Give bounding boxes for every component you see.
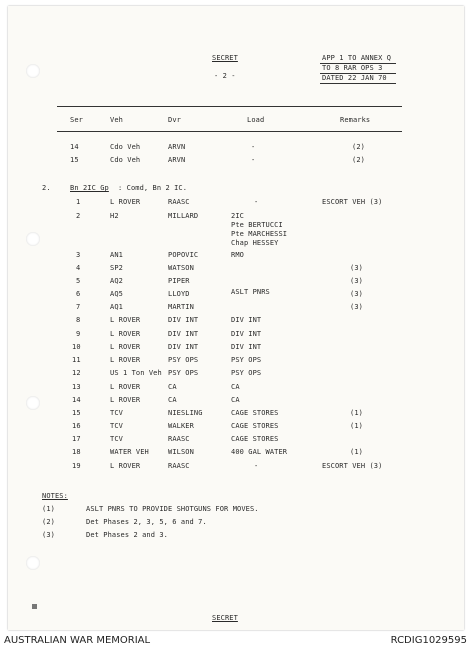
column-header-load: Load (247, 116, 265, 124)
note-number: (2) (42, 518, 55, 526)
footer-reference: RCDIG1029595 (390, 635, 467, 646)
ser-cell: 14 (72, 396, 81, 404)
load-cell: - (254, 462, 259, 470)
remarks-cell: (2) (352, 143, 365, 151)
load-cell: Chap HESSEY (231, 239, 279, 247)
veh-cell: AQ1 (110, 303, 123, 311)
section-subtitle: : Comd, Bn 2 IC. (118, 184, 188, 192)
remarks-cell: ESCORT VEH (3) (322, 462, 383, 470)
ser-cell: 13 (72, 383, 81, 391)
punch-hole (26, 396, 40, 410)
load-cell: DIV INT (231, 343, 262, 351)
load-cell: DIV INT (231, 316, 262, 324)
load-cell: PSY OPS (231, 369, 262, 377)
footer-source: AUSTRALIAN WAR MEMORIAL (4, 635, 151, 646)
dvr-cell: CA (168, 396, 177, 404)
ser-cell: 3 (76, 251, 81, 259)
veh-cell: L ROVER (110, 343, 141, 351)
ser-cell: 2 (76, 212, 81, 220)
veh-cell: US 1 Ton Veh (110, 369, 162, 377)
remarks-cell: (3) (350, 303, 363, 311)
veh-cell: Cdo Veh (110, 156, 141, 164)
dvr-cell: PIPER (168, 277, 190, 285)
veh-cell: Cdo Veh (110, 143, 141, 151)
reference-line-2: TO 8 RAR OPS 3 (322, 64, 383, 72)
ser-cell: 4 (76, 264, 81, 272)
load-cell: 400 GAL WATER (231, 448, 288, 456)
load-cell: CA (231, 383, 240, 391)
dvr-cell: LLOYD (168, 290, 190, 298)
column-header-dvr: Dvr (168, 116, 181, 124)
dvr-cell: WATSON (168, 264, 194, 272)
veh-cell: AN1 (110, 251, 123, 259)
punch-hole (26, 64, 40, 78)
dvr-cell: DIV INT (168, 316, 199, 324)
reference-line-1: APP 1 TO ANNEX Q (322, 54, 392, 62)
veh-cell: L ROVER (110, 330, 141, 338)
ser-cell: 10 (72, 343, 81, 351)
load-cell: CA (231, 396, 240, 404)
column-header-remarks: Remarks (340, 116, 371, 124)
veh-cell: SP2 (110, 264, 123, 272)
load-cell: CAGE STORES (231, 422, 279, 430)
veh-cell: H2 (110, 212, 119, 220)
load-cell: DIV INT (231, 330, 262, 338)
ser-cell: 17 (72, 435, 81, 443)
reference-line-3: DATED 22 JAN 70 (322, 74, 387, 82)
veh-cell: L ROVER (110, 462, 141, 470)
veh-cell: L ROVER (110, 396, 141, 404)
ser-cell: 1 (76, 198, 81, 206)
veh-cell: TCV (110, 409, 123, 417)
ser-cell: 8 (76, 316, 81, 324)
load-cell: CAGE STORES (231, 435, 279, 443)
ser-cell: 12 (72, 369, 81, 377)
column-header-ser: Ser (70, 116, 83, 124)
note-number: (3) (42, 531, 55, 539)
dvr-cell: PSY OPS (168, 369, 199, 377)
remarks-cell: (3) (350, 277, 363, 285)
dvr-cell: ARVN (168, 156, 186, 164)
punch-hole (26, 232, 40, 246)
load-cell: - (251, 143, 256, 151)
ser-cell: 19 (72, 462, 81, 470)
veh-cell: L ROVER (110, 383, 141, 391)
section-title: Bn 2IC Gp (70, 184, 109, 192)
remarks-cell: (1) (350, 448, 363, 456)
dvr-cell: RAASC (168, 435, 190, 443)
load-cell: PSY OPS (231, 356, 262, 364)
veh-cell: WATER VEH (110, 448, 149, 456)
load-cell: CAGE STORES (231, 409, 279, 417)
ser-cell: 16 (72, 422, 81, 430)
dvr-cell: POPOVIC (168, 251, 199, 259)
table-top-rule (57, 106, 402, 107)
notes-heading: NOTES: (42, 492, 68, 500)
dvr-cell: WILSON (168, 448, 194, 456)
ser-cell: 15 (72, 409, 81, 417)
load-cell: Pte BERTUCCI (231, 221, 283, 229)
load-cell: Pte MARCHESSI (231, 230, 288, 238)
scan-marker (32, 604, 37, 609)
ser-cell: 9 (76, 330, 81, 338)
ser-cell: 5 (76, 277, 81, 285)
reference-underline (320, 83, 396, 84)
load-cell: RMO (231, 251, 244, 259)
remarks-cell: (1) (350, 409, 363, 417)
dvr-cell: CA (168, 383, 177, 391)
dvr-cell: DIV INT (168, 343, 199, 351)
classification-top: SECRET (212, 54, 238, 62)
dvr-cell: RAASC (168, 198, 190, 206)
remarks-cell: (3) (350, 264, 363, 272)
column-header-veh: Veh (110, 116, 123, 124)
dvr-cell: WALKER (168, 422, 194, 430)
table-header-rule (57, 131, 402, 132)
page-marker: - 2 - (214, 72, 236, 80)
dvr-cell: DIV INT (168, 330, 199, 338)
veh-cell: L ROVER (110, 198, 141, 206)
dvr-cell: PSY OPS (168, 356, 199, 364)
ser-cell: 14 (70, 143, 79, 151)
veh-cell: L ROVER (110, 356, 141, 364)
dvr-cell: NIESLING (168, 409, 203, 417)
note-text: Det Phases 2, 3, 5, 6 and 7. (86, 518, 207, 526)
dvr-cell: ARVN (168, 143, 186, 151)
dvr-cell: MARTIN (168, 303, 194, 311)
ser-cell: 6 (76, 290, 81, 298)
remarks-cell: (1) (350, 422, 363, 430)
remarks-cell: (2) (352, 156, 365, 164)
ser-cell: 15 (70, 156, 79, 164)
note-number: (1) (42, 505, 55, 513)
ser-cell: 7 (76, 303, 81, 311)
ser-cell: 11 (72, 356, 81, 364)
note-text: Det Phases 2 and 3. (86, 531, 168, 539)
veh-cell: L ROVER (110, 316, 141, 324)
remarks-cell: (3) (350, 290, 363, 298)
load-cell: - (254, 198, 259, 206)
section-number: 2. (42, 184, 51, 192)
classification-bottom: SECRET (212, 614, 238, 622)
aslt-pnrs-label: ASLT PNRS (231, 288, 270, 296)
load-cell: 2IC (231, 212, 244, 220)
dvr-cell: MILLARD (168, 212, 199, 220)
veh-cell: TCV (110, 435, 123, 443)
note-text: ASLT PNRS TO PROVIDE SHOTGUNS FOR MOVES. (86, 505, 259, 513)
veh-cell: TCV (110, 422, 123, 430)
remarks-cell: ESCORT VEH (3) (322, 198, 383, 206)
dvr-cell: RAASC (168, 462, 190, 470)
punch-hole (26, 556, 40, 570)
veh-cell: AQ2 (110, 277, 123, 285)
veh-cell: AQ5 (110, 290, 123, 298)
ser-cell: 18 (72, 448, 81, 456)
load-cell: - (251, 156, 256, 164)
